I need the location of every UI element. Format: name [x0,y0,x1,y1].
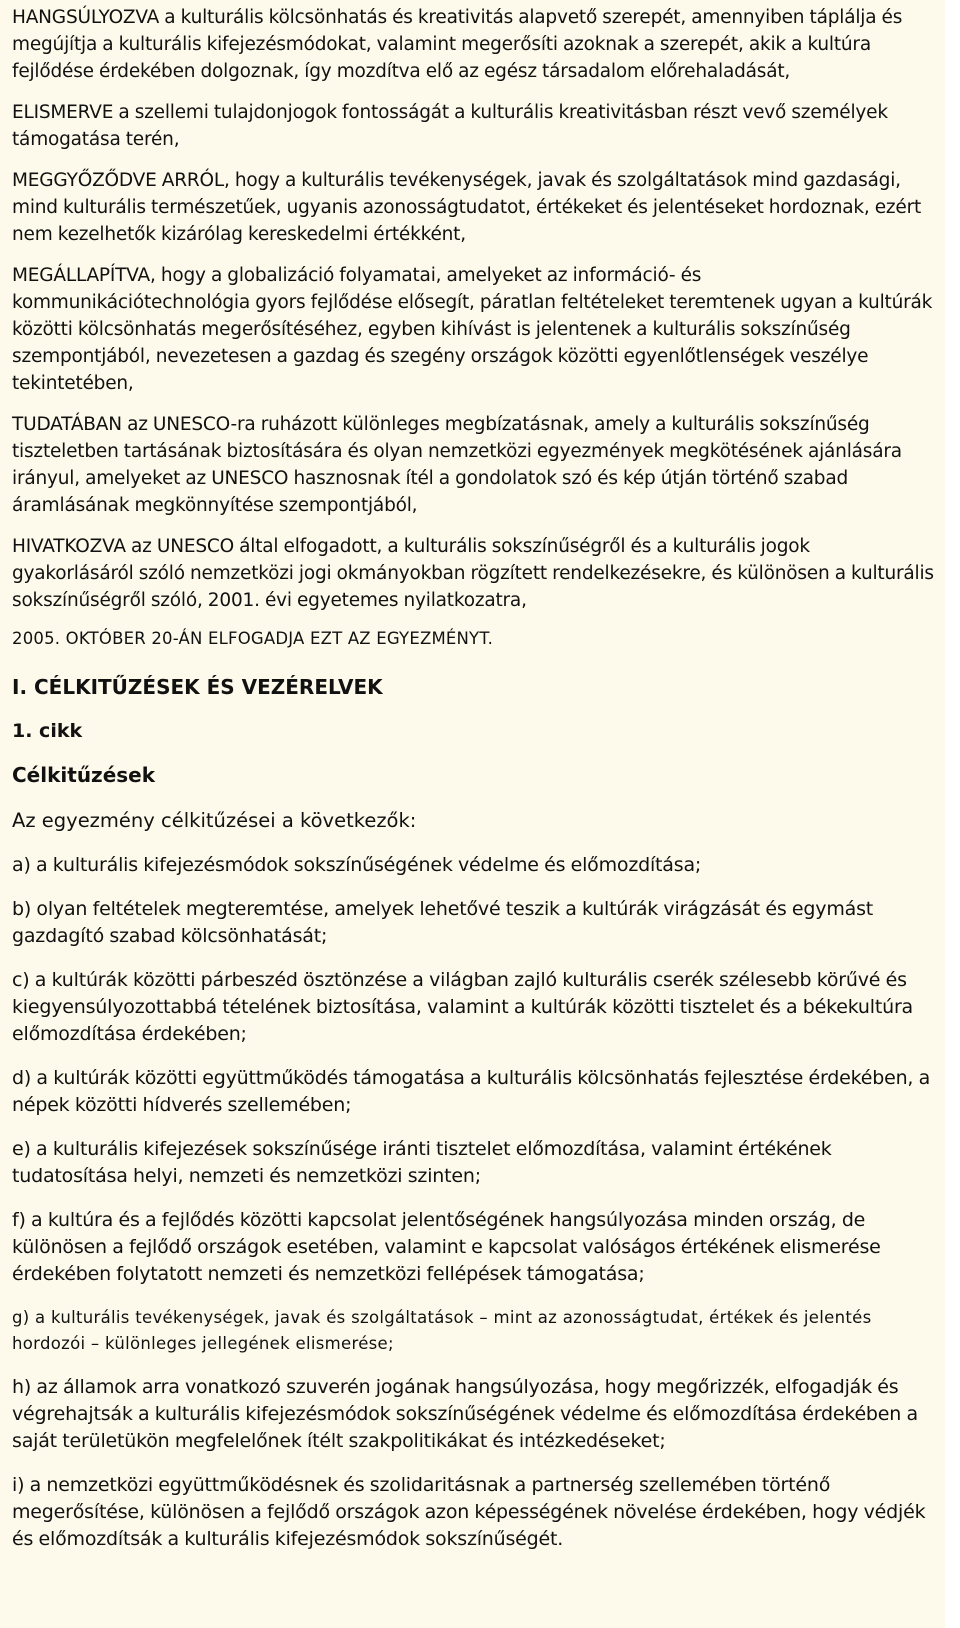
objective-d: d) a kultúrák közötti együttműködés támogatása a kulturális kölcsönhatás fejlesztése érdekében, a népek közötti hídverés szellemében; [12,1067,931,1116]
preamble-paragraph-2: ELISMERVE a szellemi tulajdonjogok fontosságát a kulturális kreativitásban részt vevő személyek támogatása terén, [12,102,888,150]
section-title: I. CÉLKITŰZÉSEK ÉS VEZÉRELVEK [12,675,383,699]
objective-c: c) a kultúrák közötti párbeszéd ösztönzése a világban zajló kulturális cserék szélesebb körűvé és kiegyensúlyozottabbá tételének biztosítása, valamint a kultúrák közötti tisztelet és a békekultúra előmozdítása érdekében; [12,969,914,1045]
preamble-paragraph-5: TUDATÁBAN az UNESCO-ra ruházott különleges megbízatásnak, amely a kulturális sokszínűség tiszteletben tartásának biztosítására és olyan nemzetközi egyezmények megkötésének ajánlására irányul, amelyeket az UNESCO hasznosnak ítél a gondolatok szó és kép útján történő szabad áramlásának megkönnyítése szempontjából, [12,414,902,516]
preamble-paragraph-1: HANGSÚLYOZVA a kulturális kölcsönhatás és kreativitás alapvető szerepét, amennyiben táplálja és megújítja a kulturális kifejezésmódokat, valamint megerősíti azoknak a szerepét, akik a kultúra fejlődése érdekében dolgoznak, így mozdítva elő az egész társadalom előrehaladását, [12,7,903,82]
objective-f: f) a kultúra és a fejlődés közötti kapcsolat jelentőségének hangsúlyozása minden ország, de különösen a fejlődő országok esetében, valamint e kapcsolat valóságos értékének elismerése érdekében folytatott nemzeti és nemzetközi fellépések támogatása; [12,1209,881,1285]
article-intro: Az egyezmény célkitűzései a következők: [12,809,417,832]
preamble-paragraph-4: MEGÁLLAPÍTVA, hogy a globalizáció folyamatai, amelyeket az információ- és kommunikációtechnológia gyors fejlődése elősegít, páratlan feltételeket teremtenek ugyan a kultúrák közötti kölcsönhatás megerősítéséhez, egyben kihívást is jelentenek a kulturális sokszínűség szempontjából, nevezetesen a gazdag és szegény országok közötti egyenlőtlenségek veszélye tekintetében, [12,265,933,394]
objective-h: h) az államok arra vonatkozó szuverén jogának hangsúlyozása, hogy megőrizzék, elfogadják és végrehajtsák a kulturális kifejezésmódok sokszínűségének védelme és előmozdítása érdekében a saját területükön megfelelőnek ítélt szakpolitikákat és intézkedéseket; [12,1376,918,1452]
objective-e: e) a kulturális kifejezések sokszínűsége iránti tisztelet előmozdítása, valamint értékének tudatosítása helyi, nemzeti és nemzetközi szinten; [12,1138,832,1187]
objective-g: g) a kulturális tevékenységek, javak és szolgáltatások – mint az azonosságtudat, értékek és jelentés hordozói – különleges jellegének elismerése; [12,1308,872,1353]
preamble-paragraph-6: HIVATKOZVA az UNESCO által elfogadott, a kulturális sokszínűségről és a kulturális jogok gyakorlásáról szóló nemzetközi jogi okmányokban rögzített rendelkezésekre, és különösen a kulturális sokszínűségről szóló, 2001. évi egyetemes nyilatkozatra, [12,536,934,611]
article-title: Célkitűzések [12,763,156,787]
objective-b: b) olyan feltételek megteremtése, amelyek lehetővé teszik a kultúrák virágzását és egymást gazdagító szabad kölcsönhatását; [12,898,874,947]
article-number: 1. cikk [12,720,83,742]
preamble-paragraph-3: MEGGYŐZŐDVE ARRÓL, hogy a kulturális tevékenységek, javak és szolgáltatások mind gazdasági, mind kulturális természetűek, ugyanis azonosságtudatot, értékeket és jelentéseket hordoznak, ezért nem kezelhetők kizárólag kereskedelmi értékként, [12,170,922,245]
objective-i: i) a nemzetközi együttműködésnek és szolidaritásnak a partnerség szellemében történő megerősítése, különösen a fejlődő országok azon képességének növelése érdekében, hogy védjék és előmozdítsák a kulturális kifejezésmódok sokszínűségét. [12,1474,926,1550]
adoption-declaration: 2005. OKTÓBER 20-ÁN ELFOGADJA EZT AZ EGYEZMÉNYT. [12,629,494,648]
objective-a: a) a kulturális kifejezésmódok sokszínűségének védelme és előmozdítása; [12,854,702,876]
